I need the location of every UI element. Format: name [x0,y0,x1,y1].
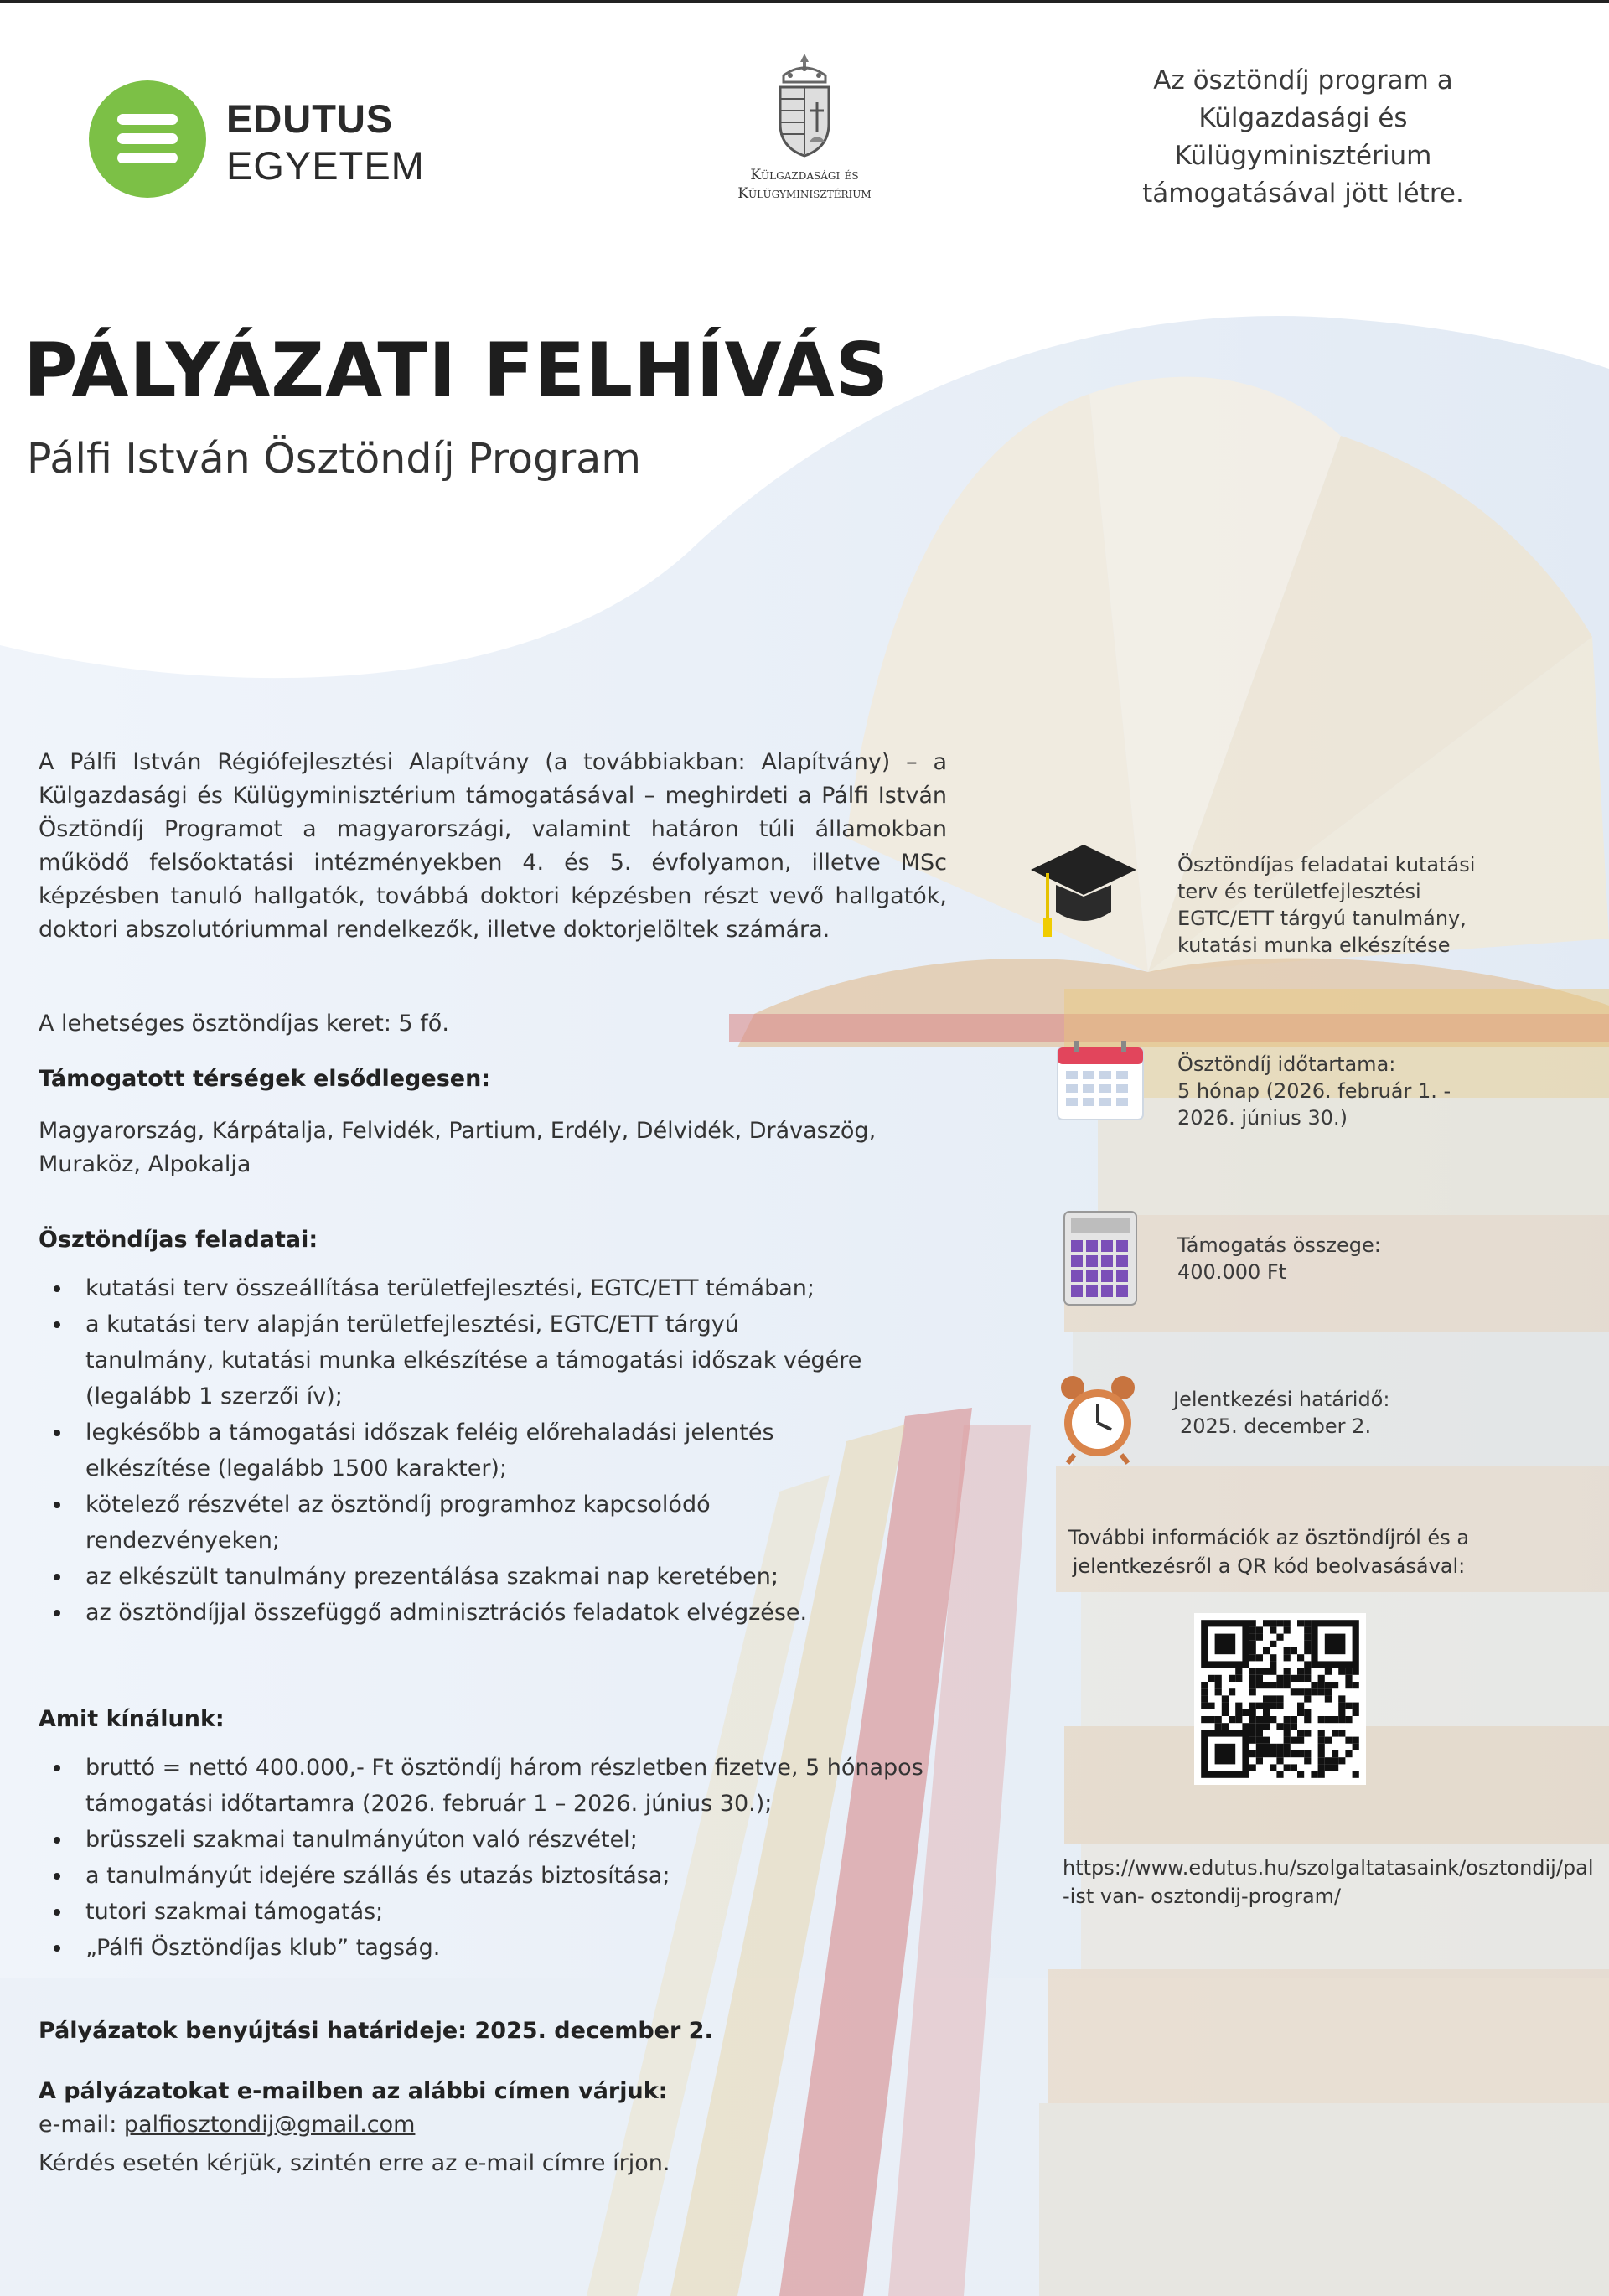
list-item: „Pálfi Ösztöndíjas klub” tagság. [39,1930,986,1966]
hungarian-coat-of-arms-icon [767,50,842,159]
qr-caption: További információk az ösztöndíjról és a jelentkezésről a QR kód beolvasásával: [1068,1526,1470,1578]
email-label: e-mail: [39,2112,124,2138]
list-item: a kutatási terv alapján területfejlesztési, EGTC/ETT tárgyú tanulmány, kutatási munka elkészítése a támogatási időszak végére (legalább 1 szerzői ív); [39,1306,873,1414]
apply-label: Jelentkezési határidő: [1173,1388,1390,1411]
calculator-icon [1063,1210,1138,1306]
list-item: kötelező részvétel az ösztöndíj programhoz kapcsolódó rendezvényeken; [39,1487,840,1559]
offer-heading: Amit kínálunk: [39,1706,225,1732]
duration-label: Ösztöndíj időtartama: [1177,1052,1396,1076]
list-item: brüsszeli szakmai tanulmányúton való részvétel; [39,1822,986,1858]
tasks-list [39,1270,944,1631]
ministry-logo [670,50,939,203]
email-heading: A pályázatokat e-mailben az alábbi címen várjuk: [39,2078,668,2104]
logo-line-2: EGYETEM [226,143,425,188]
calendar-icon [1054,1039,1146,1123]
regions-text: Magyarország, Kárpátalja, Felvidék, Partium, Erdély, Délvidék, Drávaszög, Muraköz, Alpokalja [39,1118,877,1177]
page-subtitle: Pálfi István Ösztöndíj Program [27,435,641,483]
graduation-cap-icon [1029,838,1138,943]
amount-info [1177,1232,1513,1285]
ministry-name: Külgazdasági és Külügyminisztérium [737,167,872,202]
email-line [39,2108,415,2142]
email-link[interactable]: palfiosztondij@gmail.com [123,2112,416,2138]
amount-value: 400.000 Ft [1177,1260,1287,1284]
apply-value: 2025. december 2. [1180,1414,1372,1438]
application-deadline-info [1173,1386,1508,1440]
list-item: legkésőbb a támogatási időszak feléig előrehaladási jelentés elkészítése (legalább 1500 karakter); [39,1414,890,1487]
intro-paragraph: A Pálfi István Régiófejlesztési Alapítvány (a továbbiakban: Alapítvány) – a Külgazdasági és Külügyminisztérium támogatásával – meghirdeti a Pálfi István Ösztöndíj Programot a magyarországi, valamint határon túli államokban működő felsőoktatási intézményekben 4. és 5. évfolyamon, illetve MSc képzésben tanuló hallgatók, továbbá doktori képzésben részt vevő hallgatók, doktori abszolutóriummal rendelkezők, illetve doktorjelöltek számára. [39,749,947,943]
info-url[interactable]: https://www.edutus.hu/szolgaltatasaink/osztondij/pal -ist van- osztondij-program/ [1063,1856,1594,1908]
tasks-heading: Ösztöndíjas feladatai: [39,1227,318,1253]
alarm-clock-icon [1056,1373,1140,1465]
page-title: PÁLYÁZATI FELHÍVÁS [23,327,890,413]
duration-value: 5 hónap (2026. február 1. - 2026. június 30.) [1177,1079,1451,1130]
duration-info [1177,1051,1513,1131]
list-item: bruttó = nettó 400.000,- Ft ösztöndíj három részletben fizetve, 5 hónapos támogatási időtartamra (2026. február 1 – 2026. június 30.); [39,1750,982,1822]
submission-deadline: Pályázatok benyújtási határideje: 2025. december 2. [39,2018,713,2044]
list-item: tutori szakmai támogatás; [39,1894,986,1930]
quota-text: A lehetséges ösztöndíjas keret: 5 fő. [39,1011,449,1037]
task-summary-info: Ösztöndíjas feladatai kutatási terv és területfejlesztési EGTC/ETT tárgyú tanulmány, kutatási munka elkészítése [1177,853,1476,957]
regions-heading: Támogatott térségek elsődlegesen: [39,1066,491,1092]
offer-list [39,1750,986,1966]
logo-line-1: EDUTUS [226,96,394,141]
question-note: Kérdés esetén kérjük, szintén erre az e-mail címre írjon. [39,2150,670,2176]
edutus-logo-text [226,96,425,189]
list-item: a tanulmányút idejére szállás és utazás biztosítása; [39,1858,986,1894]
edutus-logo-icon [89,80,206,198]
amount-label: Támogatás összege: [1177,1233,1381,1257]
list-item: kutatási terv összeállítása területfejlesztési, EGTC/ETT témában; [39,1270,944,1306]
support-note: Az ösztöndíj program a Külgazdasági és Külügyminisztérium támogatásával jött létre. [1142,65,1464,209]
list-item: az elkészült tanulmány prezentálása szakmai nap keretében; [39,1559,944,1595]
qr-code[interactable] [1194,1613,1366,1785]
list-item: az ösztöndíjjal összefüggő adminisztrációs feladatok elvégzése. [39,1595,944,1631]
